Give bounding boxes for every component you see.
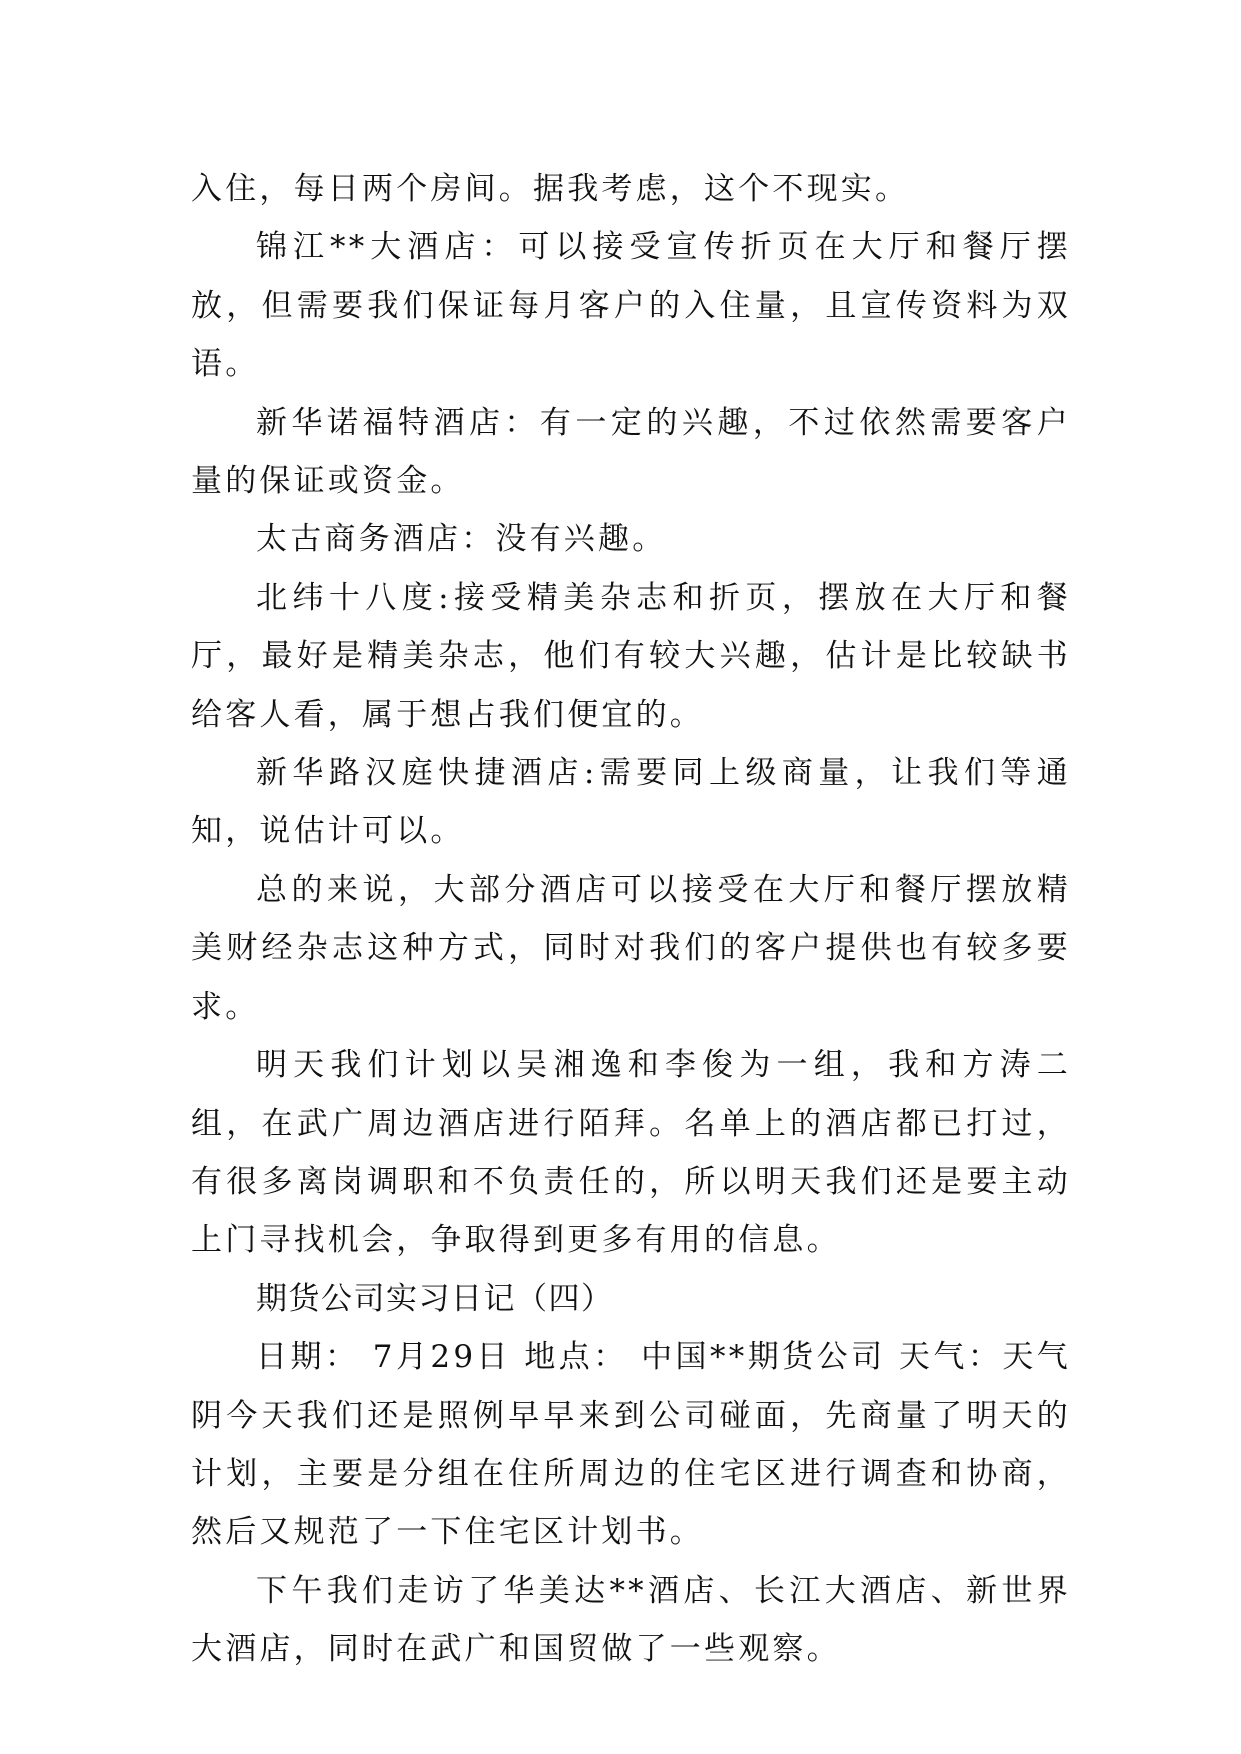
paragraph-continuation: 入住，每日两个房间。据我考虑，这个不现实。: [191, 171, 910, 207]
paragraph-tomorrow-plan: 明天我们计划以吴湘逸和李俊为一组，我和方涛二组，在武广周边酒店进行陌拜。名单上的酒店都已打过，有很多离岗调职和不负责任的，所以明天我们还是要主动上门寻找机会，争取得到更多有用的信息。: [191, 1047, 1071, 1259]
paragraph-north-18-degrees: 北纬十八度:接受精美杂志和折页，摆放在大厅和餐厅，最好是精美杂志，他们有较大兴趣，估计是比较缺书给客人看，属于想占我们便宜的。: [191, 579, 1071, 733]
document-body: [191, 160, 1071, 1679]
paragraph-hanting-hotel: 新华路汉庭快捷酒店:需要同上级商量，让我们等通知，说估计可以。: [191, 755, 1071, 850]
diary-entry-title: 期货公司实习日记（四）: [256, 1280, 614, 1317]
paragraph-date-location-weather: 日期： 7月29日 地点： 中国**期货公司 天气：天气阴今天我们还是照例早早来到公司碰面，先商量了明天的计划，主要是分组在住所周边的住宅区进行调查和协商，然后又规范了一下住宅区计划书。: [191, 1339, 1071, 1551]
paragraph-xinhua-novotel: 新华诺福特酒店：有一定的兴趣，不过依然需要客户量的保证或资金。: [191, 404, 1071, 500]
paragraph-taikoo-hotel: 太古商务酒店：没有兴趣。: [256, 521, 667, 558]
paragraph-summary: 总的来说，大部分酒店可以接受在大厅和餐厅摆放精美财经杂志这种方式，同时对我们的客户提供也有较多要求。: [191, 871, 1071, 1025]
paragraph-afternoon-visits: 下午我们走访了华美达**酒店、长江大酒店、新世界大酒店，同时在武广和国贸做了一些观察。: [191, 1572, 1071, 1668]
paragraph-jinjiang-hotel: 锦江**大酒店：可以接受宣传折页在大厅和餐厅摆放，但需要我们保证每月客户的入住量，且宣传资料为双语。: [191, 229, 1071, 383]
